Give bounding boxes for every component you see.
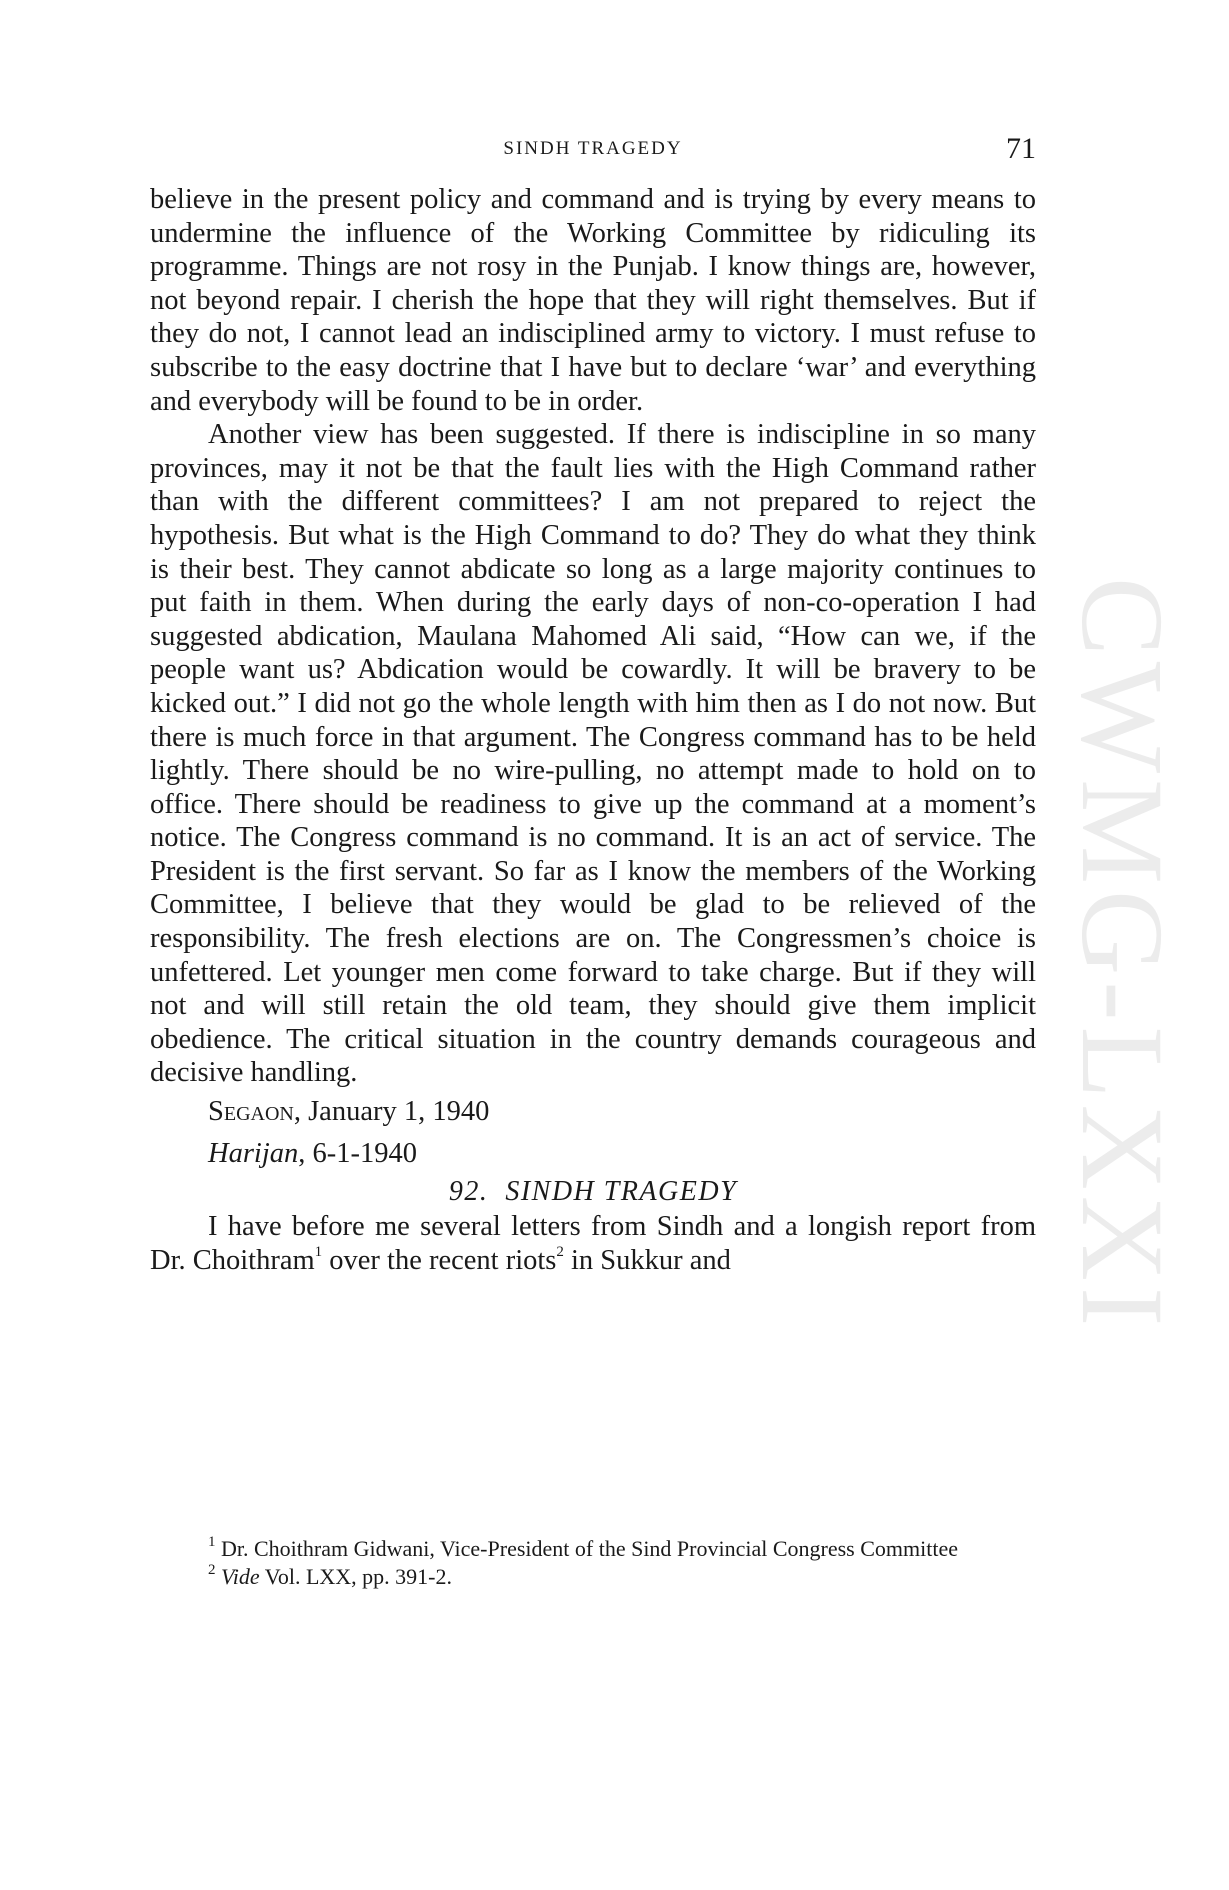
footnote-marker: 1: [208, 1533, 216, 1550]
footnote-1: [150, 1535, 1036, 1563]
dateline-place: Segaon: [208, 1096, 294, 1128]
main-text: [150, 183, 1036, 1277]
footnote-text: Dr. Choithram Gidwani, Vice-President of the Sind Provincial Congress Committee: [221, 1536, 959, 1561]
section-number: 92.: [448, 1176, 489, 1208]
page-number: 71: [1006, 132, 1036, 165]
section-text: over the recent riots: [322, 1244, 557, 1276]
section-text: I have before me several letters from Sindh and a longish report from Dr. Choithram: [150, 1211, 1036, 1276]
continued-paragraph: believe in the present policy and command and is trying by every means to undermine the influence of the Working Committee by ridiculing its programme. Things are not rosy in the Punjab. I know things are, however, not beyond repair. I cherish the hope that they will right themselves. But if they do not, I cannot lead an indisciplined army to victory. I must refuse to subscribe to the easy doctrine that I have but to declare ‘war’ and everything and everybody will be found to be in order.: [150, 184, 1036, 417]
footnote-ref-2[interactable]: 2: [556, 1244, 564, 1261]
footnote-2: [150, 1563, 1036, 1591]
running-head: [150, 134, 1036, 168]
section-paragraph: [150, 1210, 1036, 1277]
source-publication: Harijan: [208, 1138, 299, 1170]
source-citation: Harijan, 6-1-1940: [208, 1138, 417, 1170]
footnotes: [150, 1535, 1036, 1591]
dateline-date: January 1, 1940: [308, 1096, 490, 1128]
footnote-text: Vol. LXX, pp. 391-2.: [259, 1564, 452, 1589]
dateline: Segaon, January 1, 1940: [208, 1096, 490, 1128]
watermark: CWMG-LXXI: [1057, 577, 1188, 1333]
footnote-marker: 2: [208, 1561, 216, 1578]
section-heading: [150, 1174, 1036, 1210]
footnote-italic-lead: Vide: [221, 1564, 260, 1589]
running-title: SINDH TRAGEDY: [503, 138, 683, 159]
section-text: in Sukkur and: [563, 1244, 731, 1276]
footnote-ref-1[interactable]: 1: [314, 1244, 323, 1261]
paragraph: Another view has been suggested. If there is indiscipline in so many provinces, may it not be that the fault lies with the High Command rather than with the different committees? I am not prepared to reject the hypothesis. But what is the High Command to do? They do what they think is their best. They cannot abdicate so long as a large majority continues to put faith in them. When during the early days of non-co-operation I had suggested abdication, Maulana Mahomed Ali said, “How can we, if the people want us? Abdication would be cowardly. It will be bravery to be kicked out.” I did not go the whole length with him then as I do not now. But there is much force in that argument. The Congress command has to be held lightly. There should be no wire-pulling, no attempt made to hold on to office. There should be readiness to give up the command at a moment’s notice. The Congress command is no command. It is an act of service. The President is the first servant. So far as I know the members of the Working Committee, I believe that they would be glad to be relieved of the responsibility. The fresh elections are on. The Congressmen’s choice is unfettered. Let younger men come forward to take charge. But if they will not and will still retain the old team, they should give them implicit obedience. The critical situation in the country demands courageous and decisive handling.: [150, 419, 1036, 1089]
source-date: 6-1-1940: [312, 1138, 417, 1170]
section-title: SINDH TRAGEDY: [505, 1176, 738, 1208]
